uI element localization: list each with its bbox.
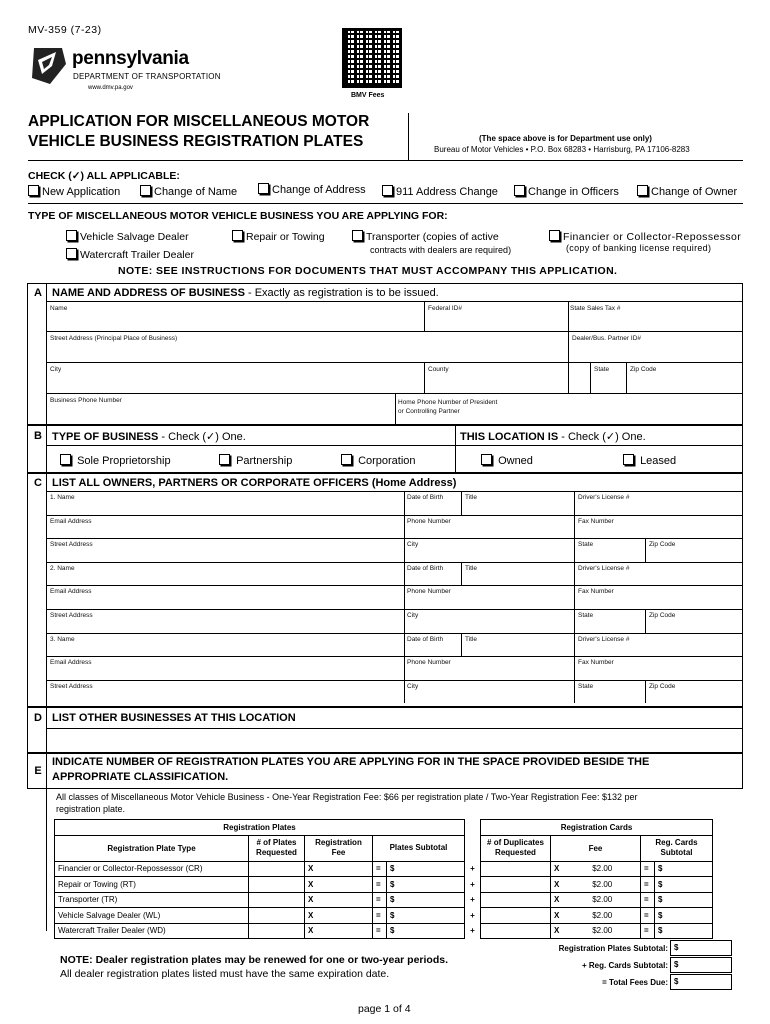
label-owner-state: State	[578, 541, 594, 549]
col-duplicates: # of Duplicates Requested	[481, 835, 551, 861]
plate-type: Vehicle Salvage Dealer (WL)	[55, 908, 249, 924]
cards-subtotal-field[interactable]: $	[670, 957, 732, 973]
logo-url: www.dmv.pa.gov	[88, 85, 133, 91]
instructions-note: NOTE: SEE INSTRUCTIONS FOR DOCUMENTS THAT MUST ACCOMPANY THIS APPLICATION.	[118, 265, 618, 277]
section-d-title: LIST OTHER BUSINESSES AT THIS LOCATION	[52, 712, 296, 724]
logo-name: pennsylvania	[72, 48, 189, 69]
times-sign: X	[305, 877, 319, 893]
label-owner-street: Street Address	[50, 612, 93, 619]
col-line	[574, 515, 575, 539]
col-line	[461, 491, 462, 515]
times-sign: X	[305, 861, 319, 877]
col-card-fee: Fee	[551, 835, 641, 861]
times-sign: X	[305, 908, 319, 924]
fee-row	[55, 877, 713, 893]
duplicates-field[interactable]	[481, 923, 551, 939]
cards-subtotal-label: + Reg. Cards Subtotal:	[581, 961, 668, 970]
label-zip: Zip Code	[630, 366, 657, 373]
col-line	[404, 538, 405, 562]
reg-fee-field[interactable]	[319, 908, 373, 924]
fee-text-2: registration plate.	[56, 804, 126, 814]
dept-use-note: (The space above is for Department use only)	[479, 134, 652, 143]
plates-requested-field[interactable]	[249, 923, 305, 939]
plates-subtotal-cell[interactable]: $	[387, 877, 465, 893]
label-email: Email Address	[50, 659, 92, 667]
equals-sign: =	[641, 908, 655, 924]
label-city: City	[50, 366, 62, 373]
section-b-letter: B	[34, 430, 42, 442]
label-title: Title	[465, 635, 478, 643]
equals-sign: =	[641, 877, 655, 893]
cards-subtotal-cell[interactable]: $	[655, 877, 713, 893]
label-email: Email Address	[50, 588, 92, 596]
checkbox-icon[interactable]	[481, 454, 492, 465]
page-number: page 1 of 4	[358, 1003, 411, 1015]
label-owner-name: 1. Name	[50, 494, 75, 501]
checkbox-icon[interactable]	[514, 185, 525, 196]
check-owned[interactable]: Owned	[481, 454, 533, 467]
equals-sign: =	[641, 892, 655, 908]
row-line	[46, 656, 743, 657]
equals-sign: =	[373, 861, 387, 877]
col-line	[404, 585, 405, 609]
label-owner-city: City	[407, 541, 419, 549]
renewal-note-1: NOTE: Dealer registration plates may be renewed for one or two-year periods.	[60, 954, 449, 966]
label-title: Title	[465, 494, 478, 501]
plates-requested-field[interactable]	[249, 892, 305, 908]
check-change-owner[interactable]: Change of Owner	[637, 185, 737, 198]
label-owner-zip: Zip Code	[649, 612, 676, 619]
section-a-letter: A	[34, 287, 42, 299]
reg-fee-field[interactable]	[319, 861, 373, 877]
duplicates-field[interactable]	[481, 877, 551, 893]
card-fee: $2.00	[565, 877, 641, 893]
row-line	[46, 562, 743, 563]
reg-fee-field[interactable]	[319, 923, 373, 939]
checkbox-icon[interactable]	[60, 454, 71, 465]
label-phone: Phone Number	[407, 588, 451, 596]
plus-sign: +	[470, 864, 475, 874]
total-fees-field[interactable]: $	[670, 974, 732, 990]
times-sign: X	[551, 923, 565, 939]
times-sign: X	[551, 877, 565, 893]
label-fax: Fax Number	[578, 517, 614, 525]
section-e-title-2: APPROPRIATE CLASSIFICATION.	[52, 771, 229, 783]
col-line	[461, 633, 462, 657]
checkbox-icon[interactable]	[66, 248, 77, 259]
col-line	[574, 633, 575, 657]
title-line1: APPLICATION FOR MISCELLANEOUS MOTOR	[28, 113, 370, 130]
checkbox-icon[interactable]	[66, 230, 77, 241]
label-owner-street: Street Address	[50, 682, 93, 690]
col-subtotal: Plates Subtotal	[373, 835, 465, 861]
card-fee: $2.00	[565, 861, 641, 877]
label-owner-state: State	[578, 612, 594, 619]
form-id: MV-359 (7-23)	[28, 24, 102, 36]
equals-sign: =	[373, 923, 387, 939]
fee-row	[55, 892, 713, 908]
col-type: Registration Plate Type	[55, 835, 249, 861]
section-e-letter: E	[34, 765, 42, 777]
plus-sign: +	[470, 895, 475, 905]
col-line	[404, 609, 405, 633]
section-a-title: NAME AND ADDRESS OF BUSINESS - Exactly as registration is to be issued.	[52, 287, 439, 299]
col-requested: # of Plates Requested	[249, 835, 305, 861]
equals-sign: =	[373, 908, 387, 924]
col-line	[645, 680, 646, 704]
checkbox-icon[interactable]	[140, 185, 151, 196]
location-title: THIS LOCATION IS - Check (✓) One.	[460, 431, 646, 443]
plus-sign: +	[470, 910, 475, 920]
fee-row	[55, 908, 713, 924]
fee-text-1: All classes of Miscellaneous Motor Vehicle Business - One-Year Registration Fee: $66 per registration plate / Two-Year Registration Fee: $132 per	[56, 792, 638, 802]
section-b-title: TYPE OF BUSINESS - Check (✓) One.	[52, 431, 246, 443]
label-state-tax: State Sales Tax #	[570, 305, 621, 312]
section-d-letter: D	[34, 712, 42, 724]
col-line	[574, 538, 575, 562]
col-card-subtotal: Reg. Cards Subtotal	[641, 835, 713, 861]
label-email: Email Address	[50, 517, 92, 525]
times-sign: X	[551, 861, 565, 877]
equals-sign: =	[641, 923, 655, 939]
col-line	[404, 562, 405, 586]
type-heading: TYPE OF MISCELLANEOUS MOTOR VEHICLE BUSINESS YOU ARE APPLYING FOR:	[28, 210, 448, 222]
card-fee: $2.00	[565, 923, 641, 939]
label-federal-id: Federal ID#	[428, 305, 462, 312]
reg-fee-field[interactable]	[319, 892, 373, 908]
check-sole-proprietorship[interactable]: Sole Proprietorship	[60, 454, 171, 467]
section-a-box	[27, 283, 743, 425]
row-line	[46, 538, 743, 539]
duplicates-field[interactable]	[481, 861, 551, 877]
label-business-phone: Business Phone Number	[50, 397, 122, 404]
times-sign: X	[305, 892, 319, 908]
equals-sign: =	[373, 877, 387, 893]
section-e-title-1: INDICATE NUMBER OF REGISTRATION PLATES YOU ARE APPLYING FOR IN THE SPACE PROVIDED BESIDE THE	[52, 756, 650, 768]
checkbox-icon[interactable]	[219, 454, 230, 465]
label-license: Driver's License #	[578, 494, 630, 501]
fee-row	[55, 923, 713, 939]
title-line2: VEHICLE BUSINESS REGISTRATION PLATES	[28, 133, 364, 150]
plate-type: Transporter (TR)	[55, 892, 249, 908]
plates-requested-field[interactable]	[249, 861, 305, 877]
label-dealer-id: Dealer/Bus. Partner ID#	[572, 335, 642, 342]
label-owner-city: City	[407, 682, 419, 690]
type-financier[interactable]: Financier or Collector-Repossessor	[549, 230, 741, 243]
row-line	[46, 515, 743, 516]
section-c-letter: C	[34, 477, 42, 489]
col-fee: Registration Fee	[305, 835, 373, 861]
label-owner-street: Street Address	[50, 541, 93, 549]
label-dob: Date of Birth	[407, 564, 444, 572]
section-c-title: LIST ALL OWNERS, PARTNERS OR CORPORATE OFFICERS (Home Address)	[52, 477, 457, 489]
financier-note: (copy of banking license required)	[566, 243, 712, 253]
label-license: Driver's License #	[578, 635, 630, 643]
col-line	[404, 633, 405, 657]
label-owner-name: 3. Name	[50, 635, 75, 643]
checkbox-icon[interactable]	[623, 454, 634, 465]
label-dob: Date of Birth	[407, 635, 444, 643]
label-county: County	[428, 366, 449, 373]
times-sign: X	[551, 892, 565, 908]
duplicates-field[interactable]	[481, 908, 551, 924]
plates-subtotal-cell[interactable]: $	[387, 908, 465, 924]
plates-subtotal-cell[interactable]: $	[387, 923, 465, 939]
label-owner-zip: Zip Code	[649, 541, 676, 549]
label-owner-name: 2. Name	[50, 564, 75, 572]
type-transporter[interactable]: Transporter (copies of active	[352, 230, 499, 243]
label-license: Driver's License #	[578, 564, 630, 572]
checkbox-icon[interactable]	[341, 454, 352, 465]
check-change-name[interactable]: Change of Name	[140, 185, 237, 198]
plus-sign: +	[470, 879, 475, 889]
times-sign: X	[551, 908, 565, 924]
row-line	[46, 680, 743, 681]
type-repair[interactable]: Repair or Towing	[232, 230, 325, 243]
col-line	[645, 609, 646, 633]
col-line	[404, 491, 405, 515]
plate-type: Financier or Collector-Repossessor (CR)	[55, 861, 249, 877]
label-owner-state: State	[578, 682, 594, 690]
label-phone: Phone Number	[407, 517, 451, 525]
col-line	[574, 656, 575, 680]
label-home-phone-1: Home Phone Number of President	[398, 399, 498, 406]
plates-subtotal-field[interactable]: $	[670, 940, 732, 956]
plus-sign: +	[470, 926, 475, 936]
label-fax: Fax Number	[578, 659, 614, 667]
checkbox-icon[interactable]	[258, 183, 269, 194]
checkbox-icon[interactable]	[352, 230, 363, 241]
plates-subtotal-cell[interactable]: $	[387, 861, 465, 877]
row-line	[46, 585, 743, 586]
checkbox-icon[interactable]	[637, 185, 648, 196]
cards-header: Registration Cards	[481, 820, 713, 836]
checkbox-icon[interactable]	[382, 185, 393, 196]
label-phone: Phone Number	[407, 659, 451, 667]
renewal-note-2: All dealer registration plates listed must have the same expiration date.	[60, 968, 390, 980]
qr-code	[342, 28, 402, 88]
checkbox-icon[interactable]	[28, 185, 39, 196]
plates-requested-field[interactable]	[249, 877, 305, 893]
plates-subtotal-cell[interactable]: $	[387, 892, 465, 908]
col-line	[574, 680, 575, 704]
times-sign: X	[305, 923, 319, 939]
checkbox-icon[interactable]	[232, 230, 243, 241]
logo-dept: DEPARTMENT OF TRANSPORTATION	[73, 72, 221, 81]
type-salvage[interactable]: Vehicle Salvage Dealer	[66, 230, 189, 243]
col-line	[574, 585, 575, 609]
section-c-box	[27, 473, 743, 707]
transporter-note: contracts with dealers are required)	[370, 245, 512, 255]
check-change-officers[interactable]: Change in Officers	[514, 185, 619, 198]
col-line	[404, 515, 405, 539]
check-new-application[interactable]: New Application	[28, 185, 120, 198]
label-street: Street Address (Principal Place of Business)	[50, 335, 178, 342]
checkbox-icon[interactable]	[549, 230, 560, 241]
col-line	[461, 562, 462, 586]
label-owner-city: City	[407, 612, 419, 619]
label-fax: Fax Number	[578, 588, 614, 596]
card-fee: $2.00	[565, 908, 641, 924]
col-line	[404, 680, 405, 704]
row-line	[46, 609, 743, 610]
label-dob: Date of Birth	[407, 494, 444, 501]
col-line	[404, 656, 405, 680]
fee-row	[55, 861, 713, 877]
reg-fee-field[interactable]	[319, 877, 373, 893]
fee-table	[54, 819, 713, 939]
label-state: State	[594, 366, 610, 373]
type-watercraft[interactable]: Watercraft Trailer Dealer	[66, 248, 194, 261]
col-line	[574, 609, 575, 633]
col-line	[574, 562, 575, 586]
label-title: Title	[465, 564, 478, 572]
row-line	[46, 633, 743, 634]
cards-subtotal-cell[interactable]: $	[655, 861, 713, 877]
cards-subtotal-cell[interactable]: $	[655, 923, 713, 939]
check-corporation[interactable]: Corporation	[341, 454, 416, 467]
equals-sign: =	[641, 861, 655, 877]
check-all-heading: CHECK (✓) ALL APPLICABLE:	[28, 170, 180, 182]
label-home-phone-2: or Controlling Partner	[398, 408, 460, 415]
label-owner-zip: Zip Code	[649, 682, 676, 690]
check-leased[interactable]: Leased	[623, 454, 676, 467]
duplicates-field[interactable]	[481, 892, 551, 908]
cards-subtotal-cell[interactable]: $	[655, 892, 713, 908]
col-line	[645, 538, 646, 562]
bmv-fees-label: BMV Fees	[351, 92, 385, 99]
plates-subtotal-label: Registration Plates Subtotal:	[558, 944, 668, 953]
total-fees-label: = Total Fees Due:	[602, 978, 668, 987]
cards-subtotal-cell[interactable]: $	[655, 908, 713, 924]
check-change-address[interactable]: Change of Address	[258, 183, 366, 196]
col-line	[574, 491, 575, 515]
check-911-address[interactable]: 911 Address Change	[382, 185, 498, 198]
label-name: Name	[50, 305, 68, 312]
bureau-address: Bureau of Motor Vehicles • P.O. Box 68283 • Harrisburg, PA 17106-8283	[434, 145, 690, 154]
plates-header: Registration Plates	[55, 820, 465, 836]
plate-type: Repair or Towing (RT)	[55, 877, 249, 893]
plate-type: Watercraft Trailer Dealer (WD)	[55, 923, 249, 939]
card-fee: $2.00	[565, 892, 641, 908]
plates-requested-field[interactable]	[249, 908, 305, 924]
check-partnership[interactable]: Partnership	[219, 454, 292, 467]
equals-sign: =	[373, 892, 387, 908]
penndot-logo-icon	[28, 44, 68, 86]
